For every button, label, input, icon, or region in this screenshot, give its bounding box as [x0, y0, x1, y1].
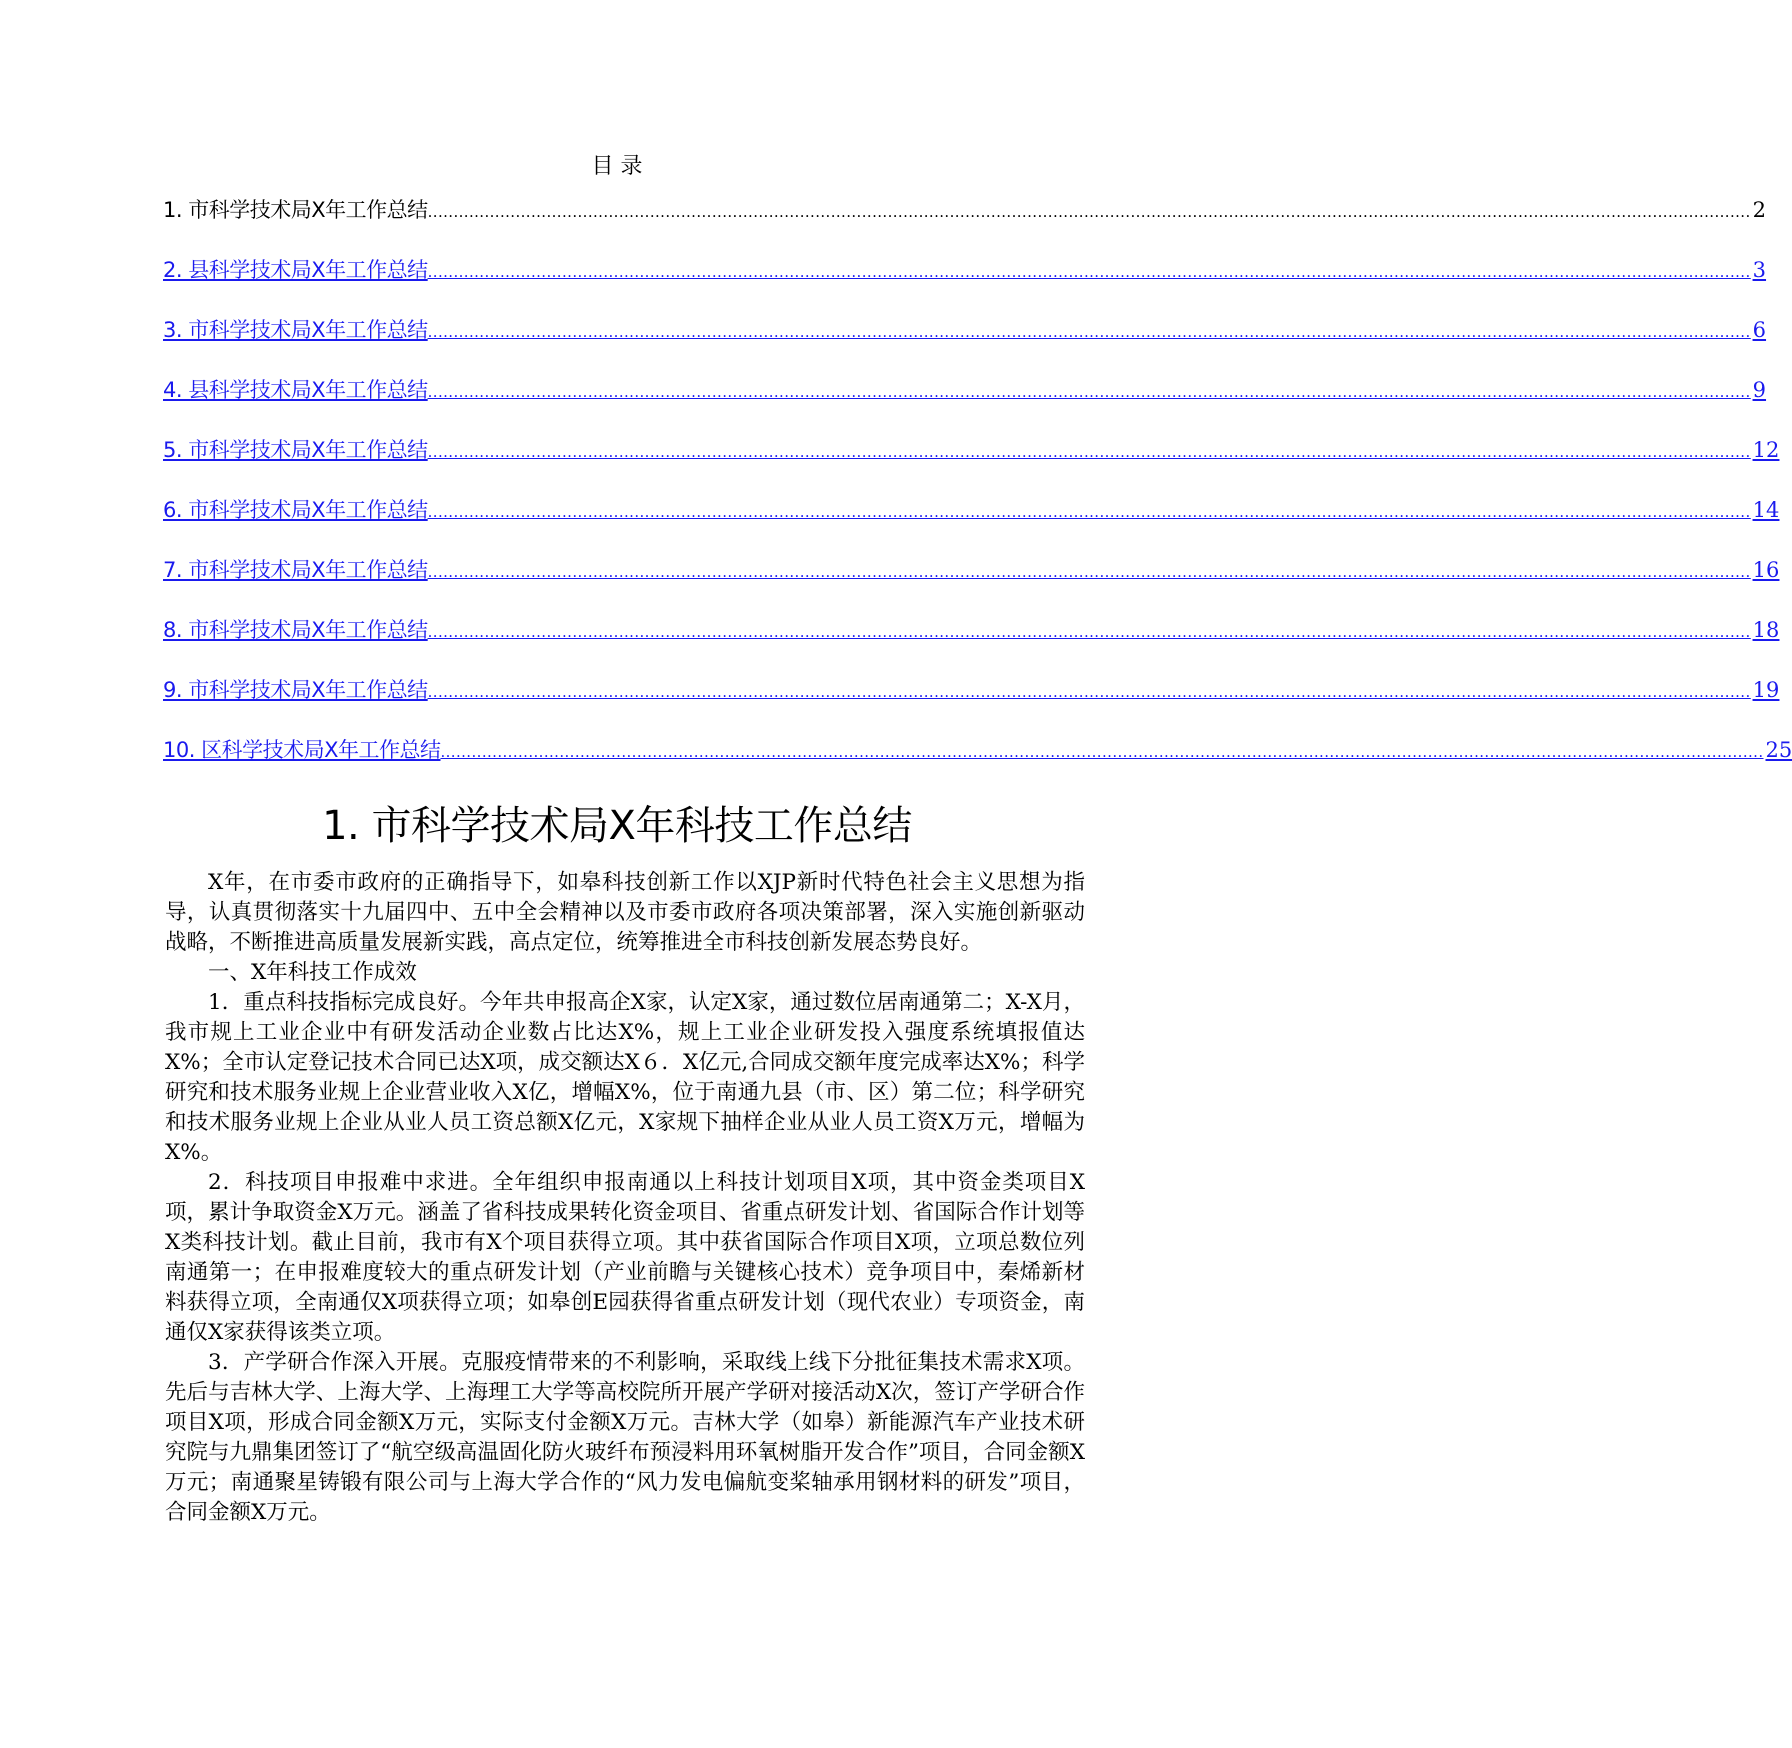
toc-entry-link[interactable] [163, 375, 1767, 405]
toc-leader-dots [428, 617, 1751, 647]
body-paragraph: 1．重点科技指标完成良好。今年共申报高企X家，认定X家，通过数位居南通第二；X-X月，我市规上工业企业中有研发活动企业数占比达X%，规上工业企业研发投入强度系统填报值达X%；全市认定登记技术合同已达X项，成交额达X６．X亿元,合同成交额年度完成率达X%；科学研究和技术服务业规上企业营业收入X亿，增幅X%，位于南通九县（市、区）第二位；科学研究和技术服务业规上企业从业人员工资总额X亿元，X家规下抽样企业从业人员工资X万元，增幅为X%。 [165, 990, 1085, 1165]
toc-entry-title: 5. 市科学技术局X年工作总结 [163, 438, 428, 462]
toc-entry-page: 18 [1752, 618, 1780, 642]
toc-leader-dots [428, 437, 1751, 467]
toc-entry-link[interactable] [163, 735, 1792, 765]
toc-entry-page: 16 [1752, 558, 1780, 582]
toc-entry-link[interactable] [163, 495, 1780, 525]
toc-entry-link[interactable] [163, 435, 1780, 465]
toc-leader-dots [440, 737, 1763, 767]
toc-entry-title: 4. 县科学技术局X年工作总结 [163, 378, 428, 402]
toc-leader-dots [428, 557, 1751, 587]
section-heading: 一、X年科技工作成效 [208, 960, 417, 985]
toc-entry-page: 9 [1752, 378, 1767, 402]
toc-entry-page: 19 [1752, 678, 1780, 702]
toc-entry-link[interactable] [163, 615, 1780, 645]
toc-entry-page: 2 [1752, 198, 1767, 222]
toc-entry-page: 6 [1752, 318, 1767, 342]
toc-leader-dots [428, 317, 1751, 347]
body-paragraph: X年，在市委市政府的正确指导下，如皋科技创新工作以XJP新时代特色社会主义思想为指导，认真贯彻落实十九届四中、五中全会精神以及市委市政府各项决策部署，深入实施创新驱动战略，不断推进高质量发展新实践，高点定位，统筹推进全市科技创新发展态势良好。 [165, 870, 1085, 955]
toc-heading: 目 录 [591, 154, 643, 179]
toc-entry-title: 6. 市科学技术局X年工作总结 [163, 498, 428, 522]
toc-entry-title: 7. 市科学技术局X年工作总结 [163, 558, 428, 582]
toc-entry-page: 14 [1752, 498, 1780, 522]
toc-entry-title: 8. 市科学技术局X年工作总结 [163, 618, 428, 642]
article-body [165, 868, 1085, 1528]
toc-entry-title: 1. 市科学技术局X年工作总结 [163, 198, 428, 222]
toc-entry-link[interactable] [163, 555, 1780, 585]
toc-entry-title: 2. 县科学技术局X年工作总结 [163, 258, 428, 282]
toc-leader-dots [428, 677, 1751, 707]
toc-entry-title: 10. 区科学技术局X年工作总结 [163, 738, 441, 762]
toc-entry-title: 3. 市科学技术局X年工作总结 [163, 318, 428, 342]
toc-entry-page: 25 [1765, 738, 1792, 762]
toc-entry-link[interactable] [163, 315, 1767, 345]
article-title: 1. 市科学技术局X年科技工作总结 [322, 803, 912, 849]
toc-entry-title: 9. 市科学技术局X年工作总结 [163, 678, 428, 702]
toc-entry-link[interactable] [163, 255, 1767, 285]
toc-leader-dots [428, 497, 1751, 527]
toc-leader-dots [428, 377, 1751, 407]
toc-entry[interactable] [163, 195, 1766, 225]
body-paragraph: 3．产学研合作深入开展。克服疫情带来的不利影响，采取线上线下分批征集技术需求X项。先后与吉林大学、上海大学、上海理工大学等高校院所开展产学研对接活动X次，签订产学研合作项目X项，形成合同金额X万元，实际支付金额X万元。吉林大学（如皋）新能源汽车产业技术研究院与九鼎集团签订了“航空级高温固化防火玻纤布预浸料用环氧树脂开发合作”项目，合同金额X万元；南通聚星铸锻有限公司与上海大学合作的“风力发电偏航变桨轴承用钢材料的研发”项目，合同金额X万元。 [165, 1350, 1085, 1525]
body-paragraph: 2．科技项目申报难中求进。全年组织申报南通以上科技计划项目X项，其中资金类项目X项，累计争取资金X万元。涵盖了省科技成果转化资金项目、省重点研发计划、省国际合作计划等X类科技计划。截止目前，我市有X个项目获得立项。其中获省国际合作项目X项，立项总数位列南通第一；在申报难度较大的重点研发计划（产业前瞻与关键核心技术）竞争项目中，秦烯新材料获得立项，全南通仅X项获得立项；如皋创E园获得省重点研发计划（现代农业）专项资金，南通仅X家获得该类立项。 [165, 1170, 1085, 1345]
toc-entry-page: 3 [1752, 258, 1767, 282]
toc-leader-dots [428, 257, 1751, 287]
toc-entry-page: 12 [1752, 438, 1780, 462]
toc-entry-link[interactable] [163, 675, 1780, 705]
toc-leader-dots [428, 197, 1751, 227]
